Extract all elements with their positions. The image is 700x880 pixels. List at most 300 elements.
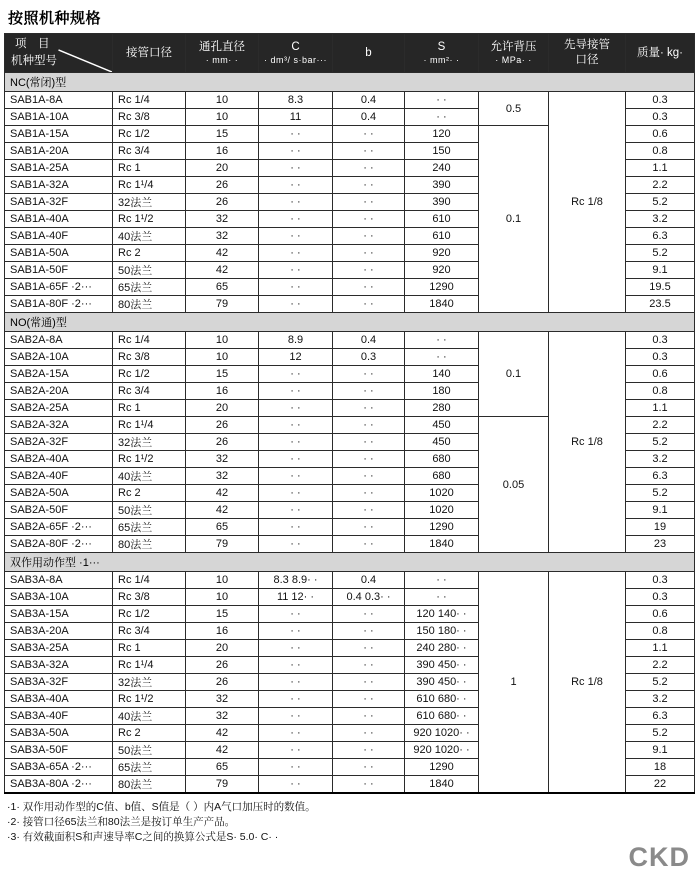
model-cell: SAB1A-10A: [5, 109, 113, 126]
port-size-cell: Rc 1/4: [113, 572, 186, 589]
mass-cell: 3.2: [626, 691, 695, 708]
model-cell: SAB1A-80F ·2···: [5, 296, 113, 313]
mass-cell: 0.6: [626, 366, 695, 383]
model-cell: SAB2A-20A: [5, 383, 113, 400]
bore-diameter-cell: 26: [186, 674, 259, 691]
b-value-cell: · ·: [333, 228, 405, 245]
bore-diameter-cell: 32: [186, 708, 259, 725]
back-pressure-cell: 0.5: [479, 92, 549, 126]
s-value-cell: · ·: [405, 349, 479, 366]
port-size-cell: Rc 3/4: [113, 143, 186, 160]
model-cell: SAB2A-80F ·2···: [5, 536, 113, 553]
port-size-cell: Rc 3/4: [113, 623, 186, 640]
port-size-cell: Rc 2: [113, 485, 186, 502]
port-size-cell: Rc 1¹/2: [113, 451, 186, 468]
header-row: [5, 34, 695, 73]
bore-diameter-cell: 15: [186, 126, 259, 143]
b-value-cell: · ·: [333, 708, 405, 725]
c-value-cell: · ·: [259, 160, 333, 177]
s-value-cell: · ·: [405, 332, 479, 349]
port-size-cell: Rc 3/8: [113, 589, 186, 606]
mass-cell: 1.1: [626, 400, 695, 417]
mass-cell: 0.8: [626, 623, 695, 640]
port-size-cell: Rc 1/2: [113, 126, 186, 143]
s-value-cell: 920 1020· ·: [405, 742, 479, 759]
mass-cell: 5.2: [626, 725, 695, 742]
port-size-cell: 32法兰: [113, 674, 186, 691]
b-value-cell: · ·: [333, 434, 405, 451]
c-value-cell: · ·: [259, 296, 333, 313]
port-size-cell: Rc 1: [113, 400, 186, 417]
bore-diameter-cell: 10: [186, 572, 259, 589]
port-size-cell: 50法兰: [113, 742, 186, 759]
mass-cell: 5.2: [626, 434, 695, 451]
mass-cell: 1.1: [626, 160, 695, 177]
port-size-cell: Rc 1: [113, 640, 186, 657]
back-pressure-cell: 0.05: [479, 417, 549, 553]
col-header-c: C · dm³/ s·bar···: [259, 34, 333, 73]
s-value-cell: 120 140· ·: [405, 606, 479, 623]
bore-diameter-cell: 26: [186, 177, 259, 194]
b-value-cell: · ·: [333, 606, 405, 623]
mass-cell: 2.2: [626, 177, 695, 194]
c-value-cell: 11: [259, 109, 333, 126]
mass-cell: 18: [626, 759, 695, 776]
bore-diameter-cell: 15: [186, 366, 259, 383]
c-value-cell: · ·: [259, 623, 333, 640]
bore-diameter-cell: 10: [186, 332, 259, 349]
s-value-cell: 1840: [405, 776, 479, 794]
model-cell: SAB2A-32A: [5, 417, 113, 434]
mass-cell: 3.2: [626, 451, 695, 468]
col-header-bore: 通孔直径 · mm· ·: [186, 34, 259, 73]
b-value-cell: · ·: [333, 126, 405, 143]
header-model-label: 机种型号: [11, 55, 57, 68]
model-cell: SAB1A-50A: [5, 245, 113, 262]
s-value-cell: 1290: [405, 279, 479, 296]
port-size-cell: Rc 1/4: [113, 92, 186, 109]
bore-diameter-cell: 16: [186, 383, 259, 400]
c-value-cell: · ·: [259, 383, 333, 400]
c-value-cell: · ·: [259, 502, 333, 519]
b-value-cell: · ·: [333, 245, 405, 262]
port-size-cell: 50法兰: [113, 502, 186, 519]
c-value-cell: · ·: [259, 640, 333, 657]
c-value-cell: 8.3: [259, 92, 333, 109]
bore-diameter-cell: 42: [186, 262, 259, 279]
model-cell: SAB1A-25A: [5, 160, 113, 177]
bore-diameter-cell: 42: [186, 725, 259, 742]
c-value-cell: 8.9: [259, 332, 333, 349]
b-value-cell: · ·: [333, 640, 405, 657]
table-row: [5, 332, 695, 349]
footnote-2: ·2· 接管口径65法兰和80法兰是按订单生产产品。: [7, 816, 236, 828]
s-value-cell: 240 280· ·: [405, 640, 479, 657]
c-value-cell: · ·: [259, 211, 333, 228]
back-pressure-cell: 0.1: [479, 126, 549, 313]
port-size-cell: 40法兰: [113, 708, 186, 725]
model-cell: SAB2A-50A: [5, 485, 113, 502]
bore-diameter-cell: 20: [186, 640, 259, 657]
s-value-cell: 680: [405, 451, 479, 468]
s-value-cell: 390 450· ·: [405, 657, 479, 674]
c-value-cell: · ·: [259, 674, 333, 691]
mass-cell: 5.2: [626, 194, 695, 211]
table-row: [5, 92, 695, 109]
bore-diameter-cell: 10: [186, 92, 259, 109]
mass-cell: 0.3: [626, 349, 695, 366]
spec-table: [4, 33, 695, 794]
s-value-cell: 610: [405, 211, 479, 228]
c-value-cell: · ·: [259, 657, 333, 674]
port-size-cell: 65法兰: [113, 279, 186, 296]
s-value-cell: 680: [405, 468, 479, 485]
mass-cell: 9.1: [626, 742, 695, 759]
model-cell: SAB1A-50F: [5, 262, 113, 279]
model-cell: SAB3A-32F: [5, 674, 113, 691]
bore-diameter-cell: 42: [186, 485, 259, 502]
mass-cell: 22: [626, 776, 695, 794]
model-cell: SAB2A-40F: [5, 468, 113, 485]
port-size-cell: 80法兰: [113, 776, 186, 794]
bore-diameter-cell: 10: [186, 109, 259, 126]
table-row: [5, 572, 695, 589]
bore-diameter-cell: 15: [186, 606, 259, 623]
pilot-port-cell: Rc 1/8: [549, 332, 626, 553]
mass-cell: 0.3: [626, 109, 695, 126]
b-value-cell: · ·: [333, 502, 405, 519]
mass-cell: 0.6: [626, 606, 695, 623]
s-value-cell: 1020: [405, 485, 479, 502]
bore-diameter-cell: 26: [186, 657, 259, 674]
b-value-cell: 0.3: [333, 349, 405, 366]
section-header-row: [5, 313, 695, 332]
model-cell: SAB3A-40A: [5, 691, 113, 708]
model-cell: SAB1A-32F: [5, 194, 113, 211]
mass-cell: 5.2: [626, 245, 695, 262]
s-value-cell: 920 1020· ·: [405, 725, 479, 742]
bore-diameter-cell: 42: [186, 245, 259, 262]
port-size-cell: 32法兰: [113, 434, 186, 451]
s-value-cell: · ·: [405, 589, 479, 606]
model-cell: SAB1A-40F: [5, 228, 113, 245]
b-value-cell: · ·: [333, 623, 405, 640]
bore-diameter-cell: 16: [186, 623, 259, 640]
mass-cell: 0.3: [626, 572, 695, 589]
b-value-cell: 0.4 0.3· ·: [333, 589, 405, 606]
model-cell: SAB3A-50A: [5, 725, 113, 742]
mass-cell: 3.2: [626, 211, 695, 228]
bore-diameter-cell: 42: [186, 742, 259, 759]
b-value-cell: · ·: [333, 519, 405, 536]
mass-cell: 5.2: [626, 674, 695, 691]
c-value-cell: 12: [259, 349, 333, 366]
c-value-cell: · ·: [259, 519, 333, 536]
bore-diameter-cell: 20: [186, 160, 259, 177]
bore-diameter-cell: 79: [186, 536, 259, 553]
model-cell: SAB3A-8A: [5, 572, 113, 589]
c-value-cell: · ·: [259, 742, 333, 759]
b-value-cell: · ·: [333, 451, 405, 468]
port-size-cell: Rc 1¹/4: [113, 417, 186, 434]
model-cell: SAB1A-65F ·2···: [5, 279, 113, 296]
c-value-cell: · ·: [259, 776, 333, 794]
section-title: 双作用动作型 ·1···: [5, 553, 695, 572]
bore-diameter-cell: 65: [186, 759, 259, 776]
c-value-cell: · ·: [259, 245, 333, 262]
c-value-cell: · ·: [259, 725, 333, 742]
s-value-cell: · ·: [405, 109, 479, 126]
model-cell: SAB2A-50F: [5, 502, 113, 519]
spec-table-body: [5, 73, 695, 794]
b-value-cell: 0.4: [333, 332, 405, 349]
c-value-cell: · ·: [259, 194, 333, 211]
bore-diameter-cell: 32: [186, 228, 259, 245]
port-size-cell: Rc 1/2: [113, 366, 186, 383]
c-value-cell: · ·: [259, 366, 333, 383]
col-header-b: b: [333, 34, 405, 73]
bore-diameter-cell: 65: [186, 519, 259, 536]
port-size-cell: Rc 1: [113, 160, 186, 177]
model-cell: SAB1A-8A: [5, 92, 113, 109]
port-size-cell: 50法兰: [113, 262, 186, 279]
port-size-cell: 65法兰: [113, 759, 186, 776]
b-value-cell: · ·: [333, 400, 405, 417]
model-cell: SAB2A-65F ·2···: [5, 519, 113, 536]
model-cell: SAB2A-8A: [5, 332, 113, 349]
c-value-cell: · ·: [259, 262, 333, 279]
s-value-cell: 140: [405, 366, 479, 383]
b-value-cell: · ·: [333, 536, 405, 553]
port-size-cell: Rc 1¹/4: [113, 657, 186, 674]
c-value-cell: · ·: [259, 434, 333, 451]
section-header-row: [5, 553, 695, 572]
mass-cell: 0.3: [626, 589, 695, 606]
mass-cell: 5.2: [626, 485, 695, 502]
mass-cell: 19.5: [626, 279, 695, 296]
mass-cell: 19: [626, 519, 695, 536]
model-cell: SAB3A-50F: [5, 742, 113, 759]
s-value-cell: 1290: [405, 519, 479, 536]
bore-diameter-cell: 42: [186, 502, 259, 519]
model-cell: SAB2A-10A: [5, 349, 113, 366]
bore-diameter-cell: 26: [186, 194, 259, 211]
s-value-cell: 150: [405, 143, 479, 160]
model-cell: SAB2A-15A: [5, 366, 113, 383]
b-value-cell: · ·: [333, 160, 405, 177]
b-value-cell: 0.4: [333, 572, 405, 589]
b-value-cell: · ·: [333, 177, 405, 194]
s-value-cell: 920: [405, 262, 479, 279]
b-value-cell: · ·: [333, 262, 405, 279]
model-cell: SAB1A-40A: [5, 211, 113, 228]
mass-cell: 23: [626, 536, 695, 553]
col-header-mass: 质量· kg·: [626, 34, 695, 73]
c-value-cell: · ·: [259, 606, 333, 623]
model-cell: SAB1A-20A: [5, 143, 113, 160]
mass-cell: 9.1: [626, 262, 695, 279]
s-value-cell: 1840: [405, 296, 479, 313]
b-value-cell: · ·: [333, 279, 405, 296]
port-size-cell: Rc 1/2: [113, 606, 186, 623]
bore-diameter-cell: 32: [186, 468, 259, 485]
bore-diameter-cell: 32: [186, 691, 259, 708]
c-value-cell: · ·: [259, 143, 333, 160]
port-size-cell: Rc 3/8: [113, 109, 186, 126]
s-value-cell: 610: [405, 228, 479, 245]
b-value-cell: · ·: [333, 691, 405, 708]
c-value-cell: · ·: [259, 279, 333, 296]
b-value-cell: · ·: [333, 383, 405, 400]
back-pressure-cell: 0.1: [479, 332, 549, 417]
bore-diameter-cell: 16: [186, 143, 259, 160]
c-value-cell: · ·: [259, 536, 333, 553]
b-value-cell: · ·: [333, 143, 405, 160]
mass-cell: 9.1: [626, 502, 695, 519]
port-size-cell: Rc 1¹/4: [113, 177, 186, 194]
model-cell: SAB3A-80A ·2···: [5, 776, 113, 794]
b-value-cell: · ·: [333, 366, 405, 383]
port-size-cell: 32法兰: [113, 194, 186, 211]
header-item-model-cell: [5, 34, 113, 73]
b-value-cell: · ·: [333, 725, 405, 742]
section-title: NO(常通)型: [5, 313, 695, 332]
c-value-cell: · ·: [259, 177, 333, 194]
bore-diameter-cell: 26: [186, 417, 259, 434]
c-value-cell: 11 12· ·: [259, 589, 333, 606]
c-value-cell: · ·: [259, 485, 333, 502]
b-value-cell: · ·: [333, 194, 405, 211]
section-header-row: [5, 73, 695, 92]
mass-cell: 1.1: [626, 640, 695, 657]
c-value-cell: · ·: [259, 708, 333, 725]
b-value-cell: · ·: [333, 759, 405, 776]
s-value-cell: 1290: [405, 759, 479, 776]
c-value-cell: · ·: [259, 228, 333, 245]
mass-cell: 2.2: [626, 417, 695, 434]
port-size-cell: 80法兰: [113, 536, 186, 553]
mass-cell: 6.3: [626, 468, 695, 485]
c-value-cell: · ·: [259, 400, 333, 417]
mass-cell: 6.3: [626, 228, 695, 245]
port-size-cell: Rc 3/4: [113, 383, 186, 400]
s-value-cell: 1020: [405, 502, 479, 519]
c-value-cell: · ·: [259, 451, 333, 468]
s-value-cell: 390: [405, 177, 479, 194]
s-value-cell: 450: [405, 434, 479, 451]
col-header-back-pressure: 允许背压 · MPa· ·: [479, 34, 549, 73]
s-value-cell: 610 680· ·: [405, 691, 479, 708]
model-cell: SAB3A-32A: [5, 657, 113, 674]
model-cell: SAB3A-65A ·2···: [5, 759, 113, 776]
mass-cell: 0.3: [626, 92, 695, 109]
s-value-cell: · ·: [405, 572, 479, 589]
mass-cell: 6.3: [626, 708, 695, 725]
mass-cell: 0.3: [626, 332, 695, 349]
s-value-cell: 610 680· ·: [405, 708, 479, 725]
s-value-cell: 1840: [405, 536, 479, 553]
bore-diameter-cell: 65: [186, 279, 259, 296]
b-value-cell: · ·: [333, 674, 405, 691]
s-value-cell: 180: [405, 383, 479, 400]
b-value-cell: · ·: [333, 417, 405, 434]
model-cell: SAB2A-32F: [5, 434, 113, 451]
pilot-port-cell: Rc 1/8: [549, 572, 626, 794]
model-cell: SAB3A-10A: [5, 589, 113, 606]
bore-diameter-cell: 32: [186, 211, 259, 228]
model-cell: SAB2A-40A: [5, 451, 113, 468]
s-value-cell: 920: [405, 245, 479, 262]
col-header-pilot-port: 先导接管 口径: [549, 34, 626, 73]
port-size-cell: 40法兰: [113, 468, 186, 485]
col-header-port: 接管口径: [113, 34, 186, 73]
b-value-cell: · ·: [333, 211, 405, 228]
mass-cell: 2.2: [626, 657, 695, 674]
header-item-label: 项 目: [15, 38, 50, 50]
model-cell: SAB3A-20A: [5, 623, 113, 640]
footnote-3: ·3· 有效截面积S和声速导率C之间的换算公式是S· 5.0· C· ·: [7, 831, 279, 843]
s-value-cell: 280: [405, 400, 479, 417]
s-value-cell: 390 450· ·: [405, 674, 479, 691]
pilot-port-cell: Rc 1/8: [549, 92, 626, 313]
bore-diameter-cell: 79: [186, 296, 259, 313]
page-title: 按照机种规格: [8, 10, 102, 27]
bore-diameter-cell: 20: [186, 400, 259, 417]
back-pressure-cell: 1: [479, 572, 549, 794]
c-value-cell: 8.3 8.9· ·: [259, 572, 333, 589]
mass-cell: 0.8: [626, 383, 695, 400]
b-value-cell: · ·: [333, 742, 405, 759]
model-cell: SAB3A-25A: [5, 640, 113, 657]
footnote-1: ·1· 双作用动作型的C值、b值、S值是（ ）内A气口加压时的数值。: [7, 801, 316, 813]
b-value-cell: 0.4: [333, 92, 405, 109]
model-cell: SAB3A-40F: [5, 708, 113, 725]
c-value-cell: · ·: [259, 691, 333, 708]
b-value-cell: · ·: [333, 657, 405, 674]
ckd-logo: CKD: [628, 842, 690, 872]
port-size-cell: 80法兰: [113, 296, 186, 313]
b-value-cell: 0.4: [333, 109, 405, 126]
mass-cell: 23.5: [626, 296, 695, 313]
mass-cell: 0.6: [626, 126, 695, 143]
s-value-cell: 150 180· ·: [405, 623, 479, 640]
footnotes: [7, 800, 700, 845]
model-cell: SAB3A-15A: [5, 606, 113, 623]
section-title: NC(常闭)型: [5, 73, 695, 92]
port-size-cell: Rc 1¹/2: [113, 691, 186, 708]
port-size-cell: Rc 1¹/2: [113, 211, 186, 228]
model-cell: SAB2A-25A: [5, 400, 113, 417]
bore-diameter-cell: 10: [186, 349, 259, 366]
b-value-cell: · ·: [333, 776, 405, 794]
c-value-cell: · ·: [259, 417, 333, 434]
model-cell: SAB1A-15A: [5, 126, 113, 143]
s-value-cell: 450: [405, 417, 479, 434]
s-value-cell: 120: [405, 126, 479, 143]
c-value-cell: · ·: [259, 759, 333, 776]
col-header-s: S · mm²· ·: [405, 34, 479, 73]
s-value-cell: · ·: [405, 92, 479, 109]
bore-diameter-cell: 10: [186, 589, 259, 606]
port-size-cell: Rc 2: [113, 245, 186, 262]
c-value-cell: · ·: [259, 126, 333, 143]
mass-cell: 0.8: [626, 143, 695, 160]
model-cell: SAB1A-32A: [5, 177, 113, 194]
port-size-cell: 40法兰: [113, 228, 186, 245]
port-size-cell: 65法兰: [113, 519, 186, 536]
bore-diameter-cell: 26: [186, 434, 259, 451]
b-value-cell: · ·: [333, 296, 405, 313]
